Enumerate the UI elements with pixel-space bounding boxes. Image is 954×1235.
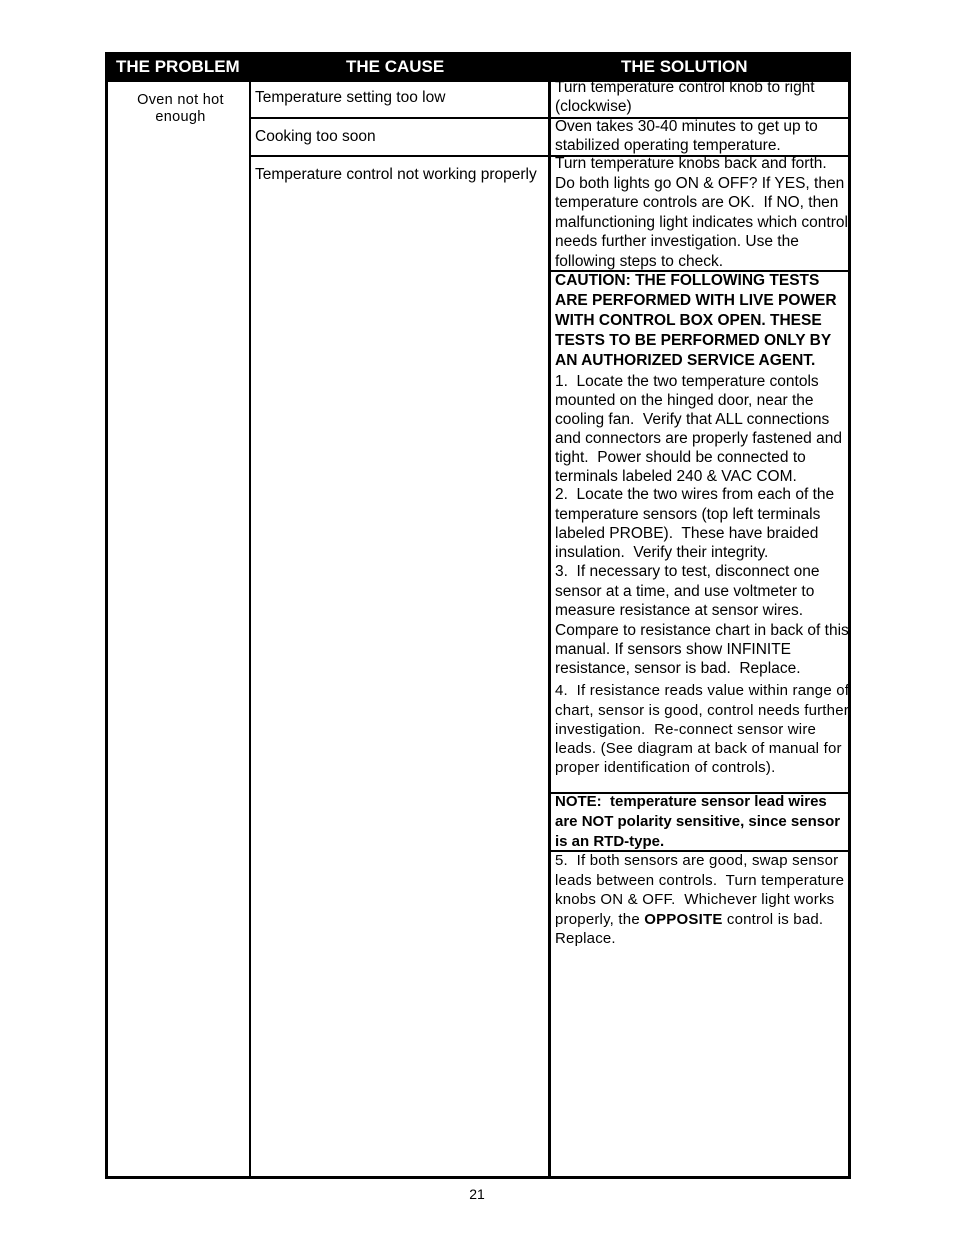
- procedure-step-1: 1. Locate the two temperature contols mounted on the hinged door, near the cooling fan. Verify that ALL connections and connectors are properly fastened and tight. Power should be connected to terminals labeled 240 & VAC COM.: [555, 372, 842, 485]
- procedure-step-3: 3. If necessary to test, disconnect one sensor at a time, and use voltmeter to measure resistance at sensor wires. Compare to resistance chart in back of this manual. If sensors show INFINITE resistance, sensor is bad. Replace.: [555, 563, 849, 678]
- procedure-step-4: 4. If resistance reads value within range of chart, sensor is good, control needs further investigation. Re-connect sensor wire leads. (See diagram at back of manual for proper identification of controls).: [555, 682, 850, 777]
- header-problem: THE PROBLEM: [116, 57, 240, 76]
- solution-row-1: Turn temperature control knob to right (clockwise): [555, 79, 815, 115]
- cause-row-3: Temperature control not working properly: [255, 165, 537, 183]
- step-5-emphasis: OPPOSITE: [644, 910, 723, 928]
- table-border-left: [105, 52, 108, 1179]
- procedure-step-2: 2. Locate the two wires from each of the temperature sensors (top left terminals labeled PROBE). These have braided insulation. Verify their integrity.: [555, 486, 835, 562]
- problem-text: Oven not hot enough: [137, 91, 224, 125]
- header-cause: THE CAUSE: [346, 57, 445, 76]
- solution-row-3: Turn temperature knobs back and forth. Do both lights go ON & OFF? If YES, then temperature controls are OK. If NO, then malfunctioning light indicates which control needs further investigation. Use the following steps to check.: [555, 155, 848, 270]
- header-solution: THE SOLUTION: [621, 57, 748, 76]
- solution-row-2: Oven takes 30-40 minutes to get up to stabilized operating temperature.: [555, 117, 818, 154]
- page-number: 21: [469, 1186, 485, 1202]
- step-5-text-end: control is bad. Replace.: [555, 910, 824, 948]
- polarity-note: NOTE: temperature sensor lead wires are NOT polarity sensitive, since sensor is an RTD-type.: [555, 793, 841, 850]
- cause-row-2: Cooking too soon: [255, 127, 376, 145]
- column-divider-problem-cause: [249, 82, 251, 1177]
- cause-row-1: Temperature setting too low: [255, 88, 446, 106]
- column-divider-cause-solution: [548, 82, 551, 1179]
- table-border-bottom: [105, 1176, 851, 1179]
- caution-warning: CAUTION: THE FOLLOWING TESTS ARE PERFORMED WITH LIVE POWER WITH CONTROL BOX OPEN. THESE TESTS TO BE PERFORMED ONLY BY AN AUTHORIZED SERVICE AGENT.: [555, 272, 837, 369]
- procedure-step-5: [555, 851, 844, 949]
- step-5-text: 5. If both sensors are good, swap sensor leads between controls. Turn temperature knobs ON & OFF. Whichever light works properly, the: [555, 852, 845, 928]
